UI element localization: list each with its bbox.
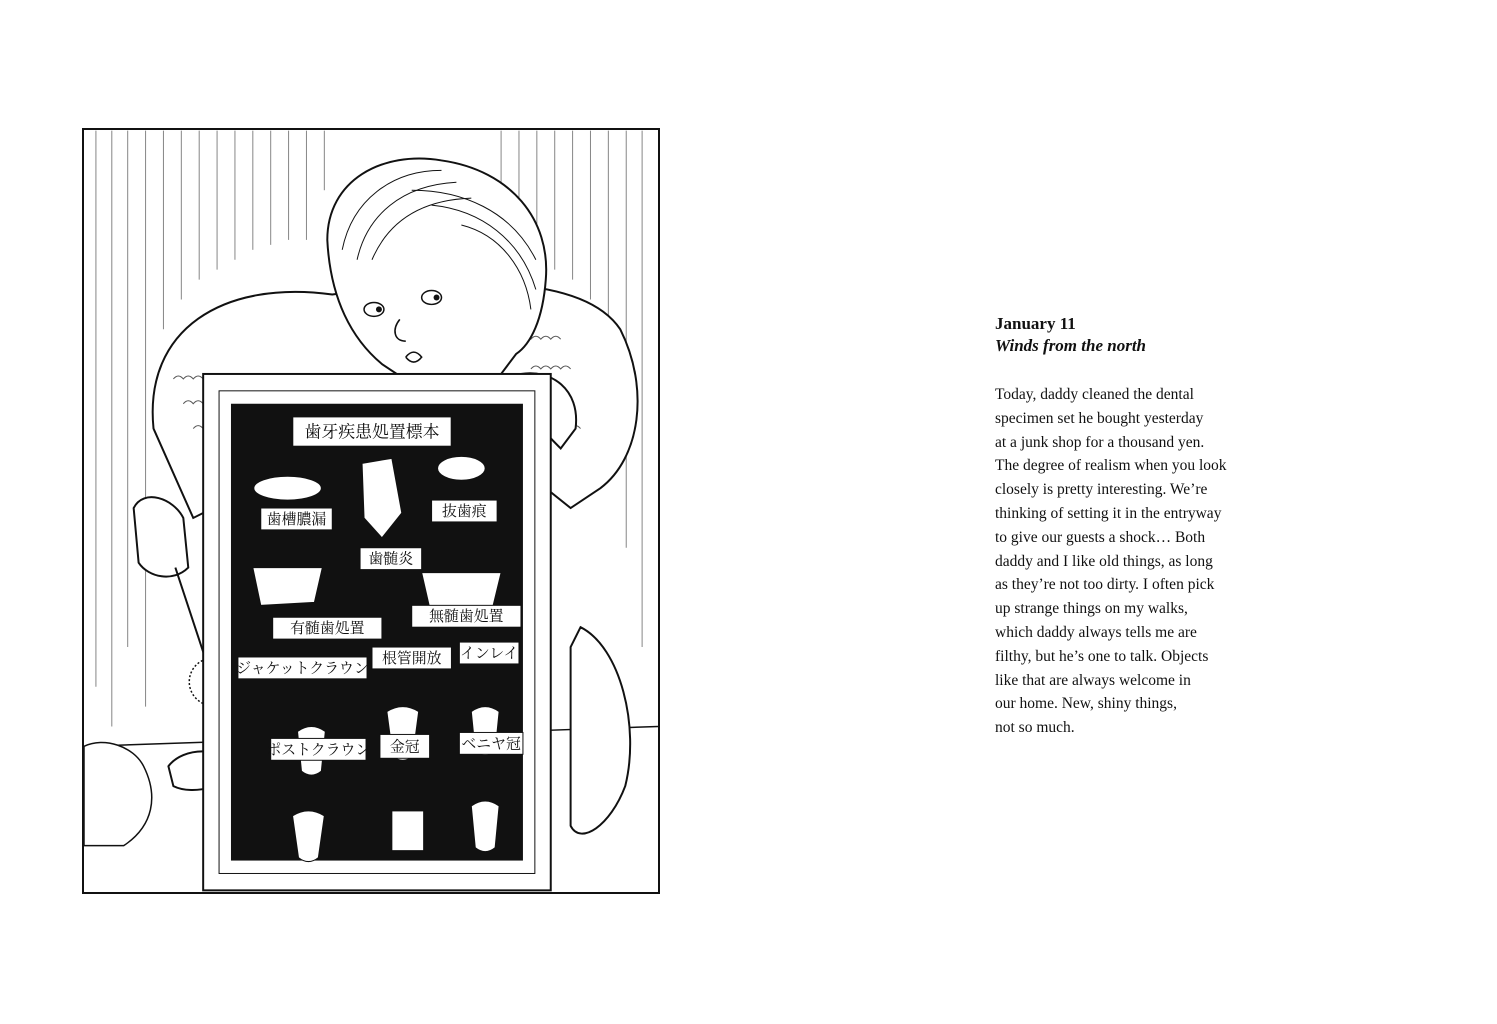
board-title: 歯牙疾患処置標本 — [304, 421, 440, 442]
entry-body — [995, 383, 1295, 740]
specimen-label: 根管開放 — [381, 648, 442, 667]
specimen-label: ベニヤ冠 — [461, 734, 521, 753]
specimen-label: 抜歯痕 — [442, 501, 487, 520]
tooth-specimen — [392, 811, 424, 851]
specimen-label: 有髄歯処置 — [290, 619, 365, 638]
specimen-label: ポストクラウン — [266, 740, 371, 759]
entry-line: to give our guests a shock… Both — [995, 528, 1206, 546]
floor-cloth — [84, 742, 152, 845]
tooth-specimen — [253, 568, 323, 606]
tooth-specimen — [471, 801, 499, 852]
knee — [571, 627, 631, 833]
entry-weather: Winds from the north — [995, 336, 1146, 355]
entry-line: specimen set he bought yesterday — [995, 409, 1204, 427]
diary-entry — [995, 313, 1295, 740]
specimen-label: ジャケットクラウン — [236, 658, 369, 677]
entry-line: which daddy always tells me are — [995, 623, 1197, 641]
specimen-label: インレイ — [459, 643, 519, 662]
entry-line: like that are always welcome in — [995, 671, 1191, 689]
illustration-panel — [82, 128, 660, 894]
entry-date: January 11 — [995, 314, 1076, 333]
tooth-specimen — [422, 573, 501, 608]
specimen-label: 無髄歯処置 — [429, 607, 504, 626]
right-pupil — [434, 295, 440, 301]
left-hand — [134, 497, 189, 576]
entry-line: filthy, but he’s one to talk. Objects — [995, 647, 1209, 665]
specimen-label: 歯槽膿漏 — [266, 509, 327, 528]
entry-line: at a junk shop for a thousand yen. — [995, 433, 1205, 451]
entry-line: closely is pretty interesting. We’re — [995, 481, 1208, 499]
entry-line: Today, daddy cleaned the dental — [995, 386, 1194, 403]
entry-line: thinking of setting it in the entryway — [995, 504, 1222, 522]
entry-line: not so much. — [995, 719, 1075, 737]
entry-line: The degree of realism when you look — [995, 457, 1227, 475]
specimen-label: 歯髄炎 — [368, 549, 414, 568]
dental-specimen-drawing — [84, 130, 658, 892]
specimen-label: 金冠 — [389, 737, 420, 756]
tooth-specimen — [254, 476, 322, 500]
tooth-specimen — [438, 456, 486, 480]
entry-line: our home. New, shiny things, — [995, 695, 1177, 713]
entry-line: as they’re not too dirty. I often pick — [995, 576, 1215, 594]
entry-line: up strange things on my walks, — [995, 600, 1188, 618]
entry-line: daddy and I like old things, as long — [995, 552, 1213, 570]
left-pupil — [376, 306, 382, 312]
